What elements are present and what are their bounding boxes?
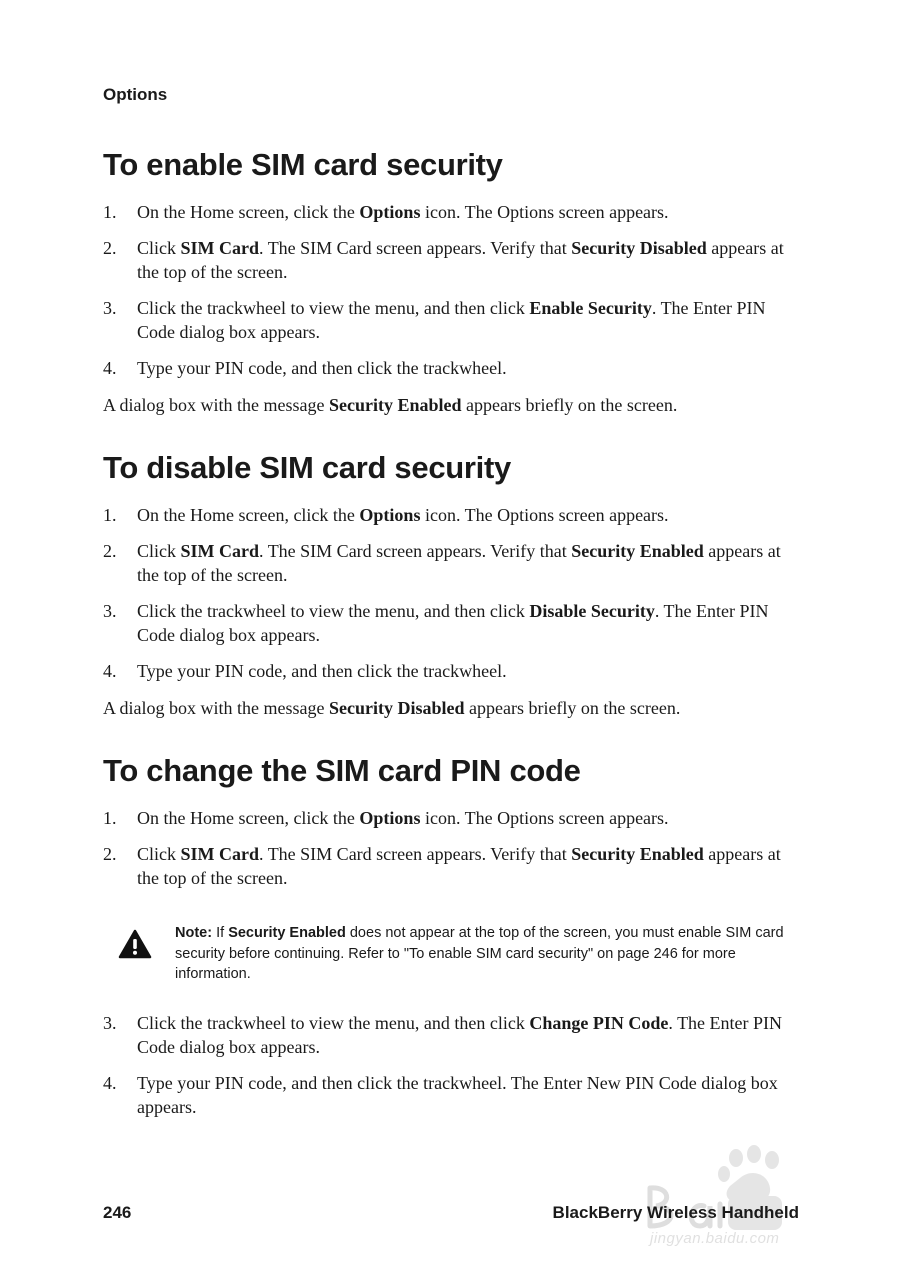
list-item xyxy=(103,1011,803,1071)
bold-term: Security Disabled xyxy=(328,698,465,718)
step-text: Type your PIN code, and then click the trackwheel. The Enter New PIN Code dialog box appears. xyxy=(137,1073,778,1117)
steps-list xyxy=(103,200,803,393)
step-text: Click SIM Card. The SIM Card screen appears. Verify that Security Enabled appears at the top of the screen. xyxy=(137,844,781,888)
bold-term: Change PIN Code xyxy=(529,1013,669,1033)
section-title: To change the SIM card PIN code xyxy=(103,753,581,788)
watermark-site-text: jingyan.baidu.com xyxy=(650,1230,780,1247)
result-text: A dialog box with the message Security Enabled appears briefly on the screen. xyxy=(103,395,678,415)
page-number: 246 xyxy=(103,1203,132,1222)
step-number: 1. xyxy=(103,505,117,525)
section-disable-sim-security xyxy=(103,448,803,720)
step-number: 1. xyxy=(103,808,117,828)
bold-term: Options xyxy=(359,505,421,525)
bold-term: Enable Security xyxy=(529,298,652,318)
step-text: On the Home screen, click the Options icon. The Options screen appears. xyxy=(137,202,669,222)
step-number: 3. xyxy=(103,1013,117,1033)
step-number: 4. xyxy=(103,358,117,378)
bold-term: Security Disabled xyxy=(571,238,707,258)
section-change-sim-pin-continued xyxy=(103,1011,803,1131)
bold-term: Note: xyxy=(175,925,213,941)
section-change-sim-pin xyxy=(103,751,803,902)
list-item xyxy=(103,599,803,659)
step-number: 3. xyxy=(103,601,117,621)
list-item xyxy=(103,842,803,902)
step-text: Type your PIN code, and then click the trackwheel. xyxy=(137,661,507,681)
step-text: Click the trackwheel to view the menu, and then click Change PIN Code. The Enter PIN Code dialog box appears. xyxy=(137,1013,783,1057)
bold-term: Options xyxy=(359,202,421,222)
step-text: Click the trackwheel to view the menu, and then click Disable Security. The Enter PIN Code dialog box appears. xyxy=(137,601,769,645)
step-text: Type your PIN code, and then click the trackwheel. xyxy=(137,358,507,378)
bold-term: SIM Card xyxy=(180,238,260,258)
list-item xyxy=(103,539,803,599)
bold-term: Security Enabled xyxy=(228,925,346,941)
book-title: BlackBerry Wireless Handheld xyxy=(552,1203,799,1222)
steps-list xyxy=(103,1011,803,1131)
step-number: 3. xyxy=(103,298,117,318)
step-number: 2. xyxy=(103,541,117,561)
step-number: 2. xyxy=(103,238,117,258)
warning-icon xyxy=(118,929,152,966)
list-item xyxy=(103,806,803,842)
list-item xyxy=(103,1071,803,1131)
list-item xyxy=(103,236,803,296)
bold-term: Security Enabled xyxy=(571,844,704,864)
bold-term: Security Enabled xyxy=(328,395,462,415)
result-text: A dialog box with the message Security Disabled appears briefly on the screen. xyxy=(103,698,681,718)
steps-list xyxy=(103,503,803,696)
bold-term: Security Enabled xyxy=(571,541,704,561)
section-title: To disable SIM card security xyxy=(103,450,511,485)
section-enable-sim-security xyxy=(103,145,803,417)
step-number: 1. xyxy=(103,202,117,222)
steps-list xyxy=(103,806,803,902)
step-number: 4. xyxy=(103,1073,117,1093)
step-text: Click SIM Card. The SIM Card screen appears. Verify that Security Enabled appears at the top of the screen. xyxy=(137,541,781,585)
step-number: 4. xyxy=(103,661,117,681)
step-text: Click the trackwheel to view the menu, and then click Enable Security. The Enter PIN Code dialog box appears. xyxy=(137,298,766,342)
list-item xyxy=(103,296,803,356)
note-box xyxy=(118,923,808,985)
bold-term: Options xyxy=(359,808,421,828)
step-text: Click SIM Card. The SIM Card screen appears. Verify that Security Disabled appears at the top of the screen. xyxy=(137,238,784,282)
bold-term: Disable Security xyxy=(529,601,655,621)
section-title: To enable SIM card security xyxy=(103,147,503,182)
list-item xyxy=(103,659,803,696)
step-text: On the Home screen, click the Options icon. The Options screen appears. xyxy=(137,808,669,828)
note-text: Note: If Security Enabled does not appear at the top of the screen, you must enable SIM card security before continuing. Refer to "To enable SIM card security" on page 246 for more information. xyxy=(175,925,784,982)
running-head: Options xyxy=(103,85,168,104)
list-item xyxy=(103,503,803,539)
bold-term: SIM Card xyxy=(180,844,260,864)
baidu-watermark xyxy=(636,1144,846,1259)
bold-term: SIM Card xyxy=(180,541,260,561)
list-item xyxy=(103,356,803,393)
step-number: 2. xyxy=(103,844,117,864)
step-text: On the Home screen, click the Options icon. The Options screen appears. xyxy=(137,505,669,525)
list-item xyxy=(103,200,803,236)
